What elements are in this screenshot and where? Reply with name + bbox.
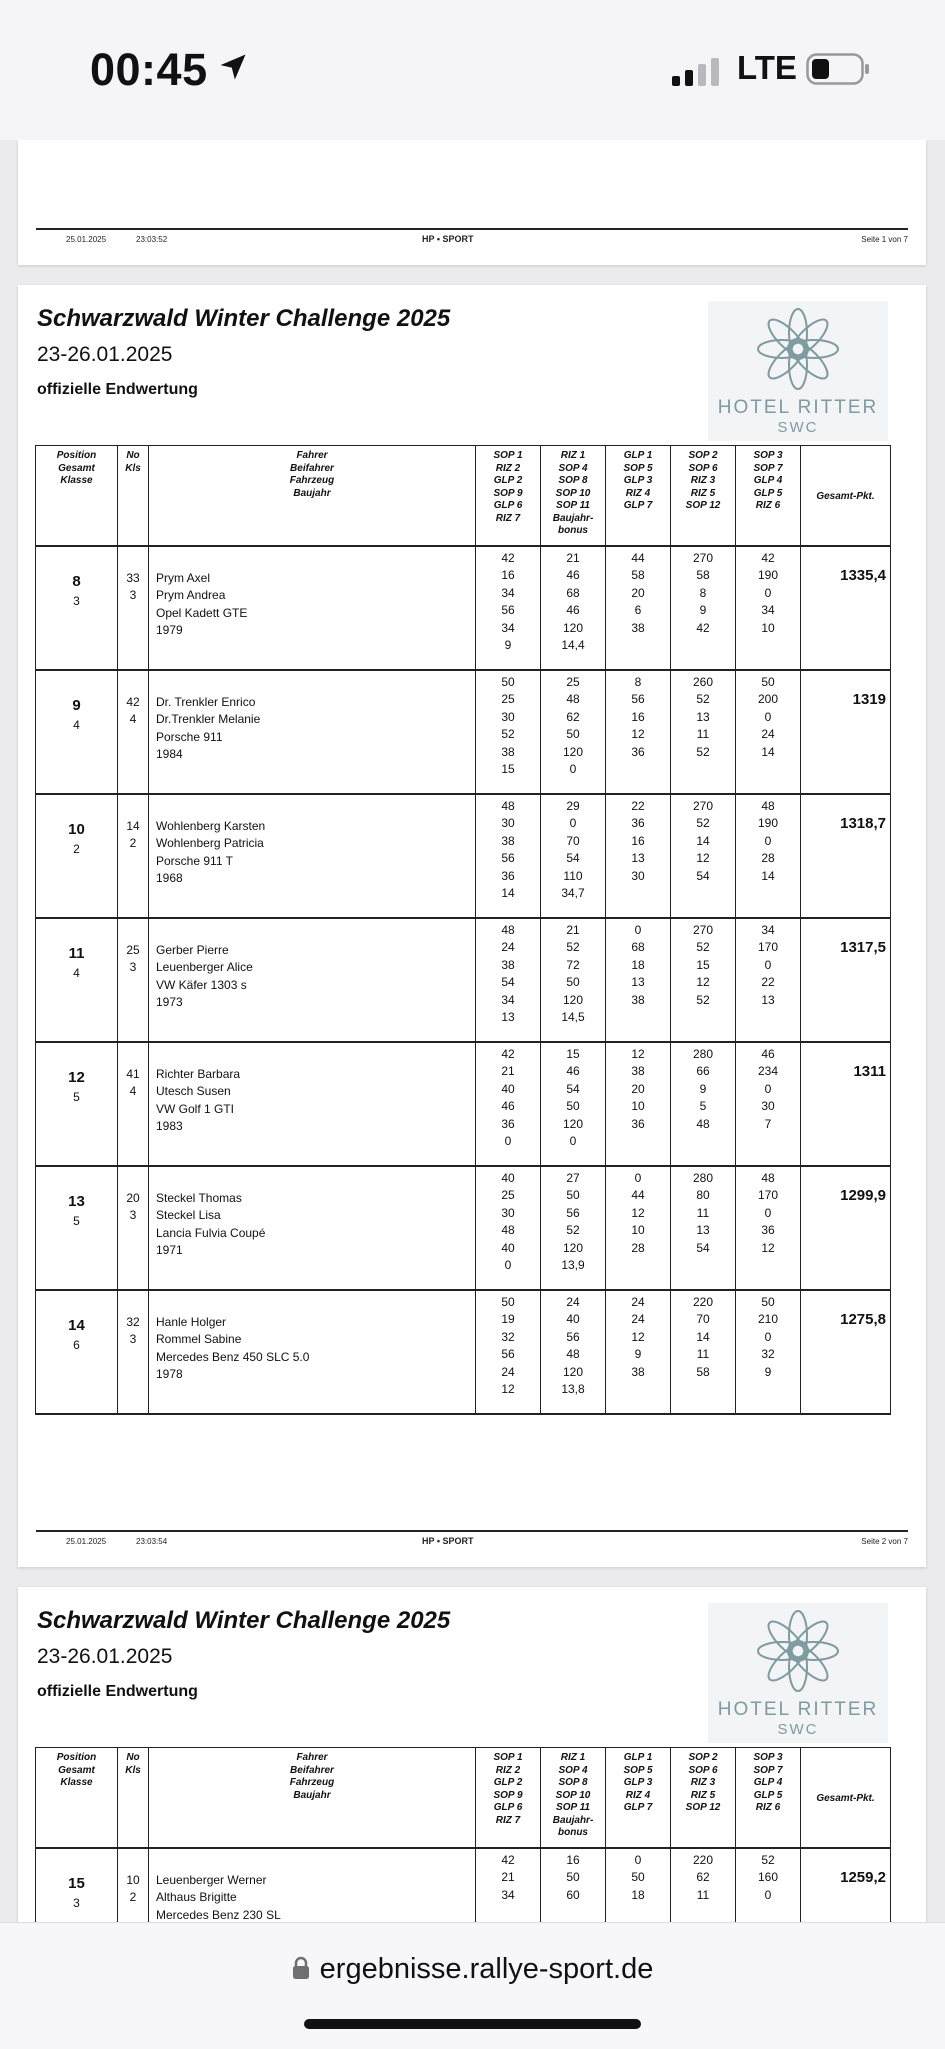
header-stage-group-4: SOP 2 SOP 6 RIZ 3 RIZ 5 SOP 12 bbox=[671, 446, 736, 546]
network-type-label: LTE bbox=[737, 49, 797, 86]
page-subtitle: offizielle Endwertung bbox=[37, 1683, 198, 1700]
points-cell: 46 234 0 30 7 bbox=[736, 1042, 801, 1166]
start-number: 32 bbox=[126, 1314, 140, 1329]
points-cell: 21 52 72 50 120 14,5 bbox=[541, 918, 606, 1042]
document-viewer[interactable] bbox=[0, 140, 945, 1922]
points-cell: 220 62 11 bbox=[671, 1848, 736, 1923]
number-cell bbox=[118, 1042, 149, 1166]
position-cell bbox=[36, 1166, 118, 1290]
points-cell: 220 70 14 11 58 bbox=[671, 1290, 736, 1414]
battery-icon bbox=[806, 53, 870, 85]
points-cell: 270 58 8 9 42 bbox=[671, 546, 736, 670]
class-position: 4 bbox=[73, 965, 80, 980]
total-points: 1319 bbox=[801, 670, 891, 794]
browser-bottom-bar bbox=[0, 1922, 945, 2049]
total-points: 1318,7 bbox=[801, 794, 891, 918]
overall-position: 8 bbox=[72, 572, 81, 590]
class-position: 2 bbox=[73, 841, 80, 856]
position-cell bbox=[36, 794, 118, 918]
flower-ornament-icon bbox=[708, 1603, 888, 1699]
header-total-points: Gesamt-Pkt. bbox=[801, 1748, 891, 1848]
class-position: 6 bbox=[73, 1337, 80, 1352]
footer-page-number: Seite 1 von 7 bbox=[861, 235, 908, 244]
number-cell bbox=[118, 670, 149, 794]
class-number: 3 bbox=[129, 1207, 137, 1222]
page-subtitle: offizielle Endwertung bbox=[37, 381, 198, 398]
header-stage-group-4: SOP 2 SOP 6 RIZ 3 RIZ 5 SOP 12 bbox=[671, 1748, 736, 1848]
position-cell bbox=[36, 1290, 118, 1414]
points-cell: 42 21 40 46 36 0 bbox=[476, 1042, 541, 1166]
overall-position: 13 bbox=[68, 1192, 85, 1210]
table-row bbox=[36, 546, 891, 670]
logo-sub: SWC bbox=[777, 1721, 819, 1738]
class-position: 5 bbox=[73, 1213, 80, 1228]
overall-position: 15 bbox=[68, 1874, 85, 1892]
class-position: 3 bbox=[73, 1895, 80, 1910]
points-cell: 8 56 16 12 36 bbox=[606, 670, 671, 794]
table-header-row bbox=[36, 446, 891, 546]
total-points: 1275,8 bbox=[801, 1290, 891, 1414]
table-row bbox=[36, 1042, 891, 1166]
results-table bbox=[35, 1747, 891, 1922]
hotel-ritter-logo bbox=[708, 301, 888, 441]
event-dates: 23-26.01.2025 bbox=[37, 343, 173, 366]
position-cell bbox=[36, 546, 118, 670]
points-cell: 270 52 15 12 52 bbox=[671, 918, 736, 1042]
start-number: 10 bbox=[126, 1872, 140, 1887]
header-number: No Kls bbox=[118, 1748, 149, 1848]
table-row bbox=[36, 670, 891, 794]
points-cell: 27 50 56 52 120 13,9 bbox=[541, 1166, 606, 1290]
total-points: 1311 bbox=[801, 1042, 891, 1166]
header-stage-group-1: SOP 1 RIZ 2 GLP 2 SOP 9 GLP 6 RIZ 7 bbox=[476, 1748, 541, 1848]
total-points: 1299,9 bbox=[801, 1166, 891, 1290]
page-title: Schwarzwald Winter Challenge 2025 bbox=[37, 305, 451, 332]
start-number: 25 bbox=[126, 942, 140, 957]
number-cell bbox=[118, 918, 149, 1042]
footer-date: 25.01.2025 bbox=[66, 235, 107, 244]
total-points: 1335,4 bbox=[801, 546, 891, 670]
overall-position: 12 bbox=[68, 1068, 85, 1086]
page-footer bbox=[36, 228, 908, 248]
points-cell: 34 170 0 22 13 bbox=[736, 918, 801, 1042]
logo-sub: SWC bbox=[777, 419, 819, 436]
header-driver: Fahrer Beifahrer Fahrzeug Baujahr bbox=[149, 446, 476, 546]
table-header-row bbox=[36, 1748, 891, 1848]
class-number: 4 bbox=[129, 1083, 137, 1098]
header-driver: Fahrer Beifahrer Fahrzeug Baujahr bbox=[149, 1748, 476, 1848]
location-arrow-icon bbox=[218, 52, 248, 82]
points-cell: 280 80 11 13 54 bbox=[671, 1166, 736, 1290]
number-cell bbox=[118, 1290, 149, 1414]
page-title: Schwarzwald Winter Challenge 2025 bbox=[37, 1607, 451, 1634]
points-cell: 42 190 0 34 10 bbox=[736, 546, 801, 670]
url-text: ergebnisse.rallye-sport.de bbox=[319, 1953, 654, 1985]
number-cell bbox=[118, 794, 149, 918]
class-number: 3 bbox=[129, 1331, 137, 1346]
total-points: 1259,2 bbox=[801, 1848, 891, 1923]
points-cell: 48 30 38 56 36 14 bbox=[476, 794, 541, 918]
status-time: 00:45 bbox=[90, 44, 208, 95]
driver-cell: Steckel Thomas Steckel Lisa Lancia Fulvia Coupé 1971 bbox=[149, 1166, 476, 1290]
points-cell: 42 21 34 bbox=[476, 1848, 541, 1923]
class-number: 3 bbox=[129, 959, 137, 974]
pdf-page-3 bbox=[18, 1587, 926, 1922]
header-position: Position Gesamt Klasse bbox=[36, 446, 118, 546]
header-total-points: Gesamt-Pkt. bbox=[801, 446, 891, 546]
driver-cell: Gerber Pierre Leuenberger Alice VW Käfer 1303 s 1973 bbox=[149, 918, 476, 1042]
position-cell bbox=[36, 1848, 118, 1923]
start-number: 42 bbox=[126, 694, 140, 709]
points-cell: 52 160 0 bbox=[736, 1848, 801, 1923]
points-cell: 0 44 12 10 28 bbox=[606, 1166, 671, 1290]
header-stage-group-3: GLP 1 SOP 5 GLP 3 RIZ 4 GLP 7 bbox=[606, 1748, 671, 1848]
driver-cell: Leuenberger Werner Althaus Brigitte Mercedes Benz 230 SL bbox=[149, 1848, 476, 1923]
driver-cell: Hanle Holger Rommel Sabine Mercedes Benz 450 SLC 5.0 1978 bbox=[149, 1290, 476, 1414]
table-row bbox=[36, 918, 891, 1042]
address-bar[interactable] bbox=[0, 1953, 945, 1986]
cellular-signal-icon bbox=[672, 58, 722, 86]
header-position: Position Gesamt Klasse bbox=[36, 1748, 118, 1848]
start-number: 41 bbox=[126, 1066, 140, 1081]
footer-time: 23:03:54 bbox=[136, 1537, 168, 1546]
class-number: 4 bbox=[129, 711, 137, 726]
footer-page-number: Seite 2 von 7 bbox=[861, 1537, 908, 1546]
position-cell bbox=[36, 1042, 118, 1166]
overall-position: 14 bbox=[68, 1316, 85, 1334]
points-cell: 25 48 62 50 120 0 bbox=[541, 670, 606, 794]
points-cell: 22 36 16 13 30 bbox=[606, 794, 671, 918]
points-cell: 0 68 18 13 38 bbox=[606, 918, 671, 1042]
logo-name: HOTEL RITTER bbox=[717, 1699, 879, 1720]
points-cell: 50 200 0 24 14 bbox=[736, 670, 801, 794]
class-position: 4 bbox=[73, 717, 80, 732]
points-cell: 0 50 18 bbox=[606, 1848, 671, 1923]
class-position: 5 bbox=[73, 1089, 80, 1104]
position-cell bbox=[36, 918, 118, 1042]
overall-position: 10 bbox=[68, 820, 85, 838]
points-cell: 270 52 14 12 54 bbox=[671, 794, 736, 918]
logo-name: HOTEL RITTER bbox=[717, 397, 879, 418]
class-position: 3 bbox=[73, 593, 80, 608]
footer-brand: HP • SPORT bbox=[422, 1536, 474, 1546]
number-cell bbox=[118, 1166, 149, 1290]
points-cell: 24 40 56 48 120 13,8 bbox=[541, 1290, 606, 1414]
total-points: 1317,5 bbox=[801, 918, 891, 1042]
points-cell: 44 58 20 6 38 bbox=[606, 546, 671, 670]
home-indicator bbox=[304, 2019, 641, 2029]
table-row bbox=[36, 1848, 891, 1923]
footer-time: 23:03:52 bbox=[136, 235, 168, 244]
status-bar bbox=[0, 0, 945, 140]
points-cell: 50 19 32 56 24 12 bbox=[476, 1290, 541, 1414]
points-cell: 29 0 70 54 110 34,7 bbox=[541, 794, 606, 918]
driver-cell: Prym Axel Prym Andrea Opel Kadett GTE 1979 bbox=[149, 546, 476, 670]
hotel-ritter-logo bbox=[708, 1603, 888, 1743]
points-cell: 48 190 0 28 14 bbox=[736, 794, 801, 918]
header-stage-group-5: SOP 3 SOP 7 GLP 4 GLP 5 RIZ 6 bbox=[736, 446, 801, 546]
footer-date: 25.01.2025 bbox=[66, 1537, 107, 1546]
page-footer bbox=[36, 1530, 908, 1550]
header-stage-group-5: SOP 3 SOP 7 GLP 4 GLP 5 RIZ 6 bbox=[736, 1748, 801, 1848]
points-cell: 16 50 60 bbox=[541, 1848, 606, 1923]
header-stage-group-2: RIZ 1 SOP 4 SOP 8 SOP 10 SOP 11 Baujahr- bonus bbox=[541, 446, 606, 546]
start-number: 33 bbox=[126, 570, 140, 585]
points-cell: 42 16 34 56 34 9 bbox=[476, 546, 541, 670]
points-cell: 260 52 13 11 52 bbox=[671, 670, 736, 794]
header-number: No Kls bbox=[118, 446, 149, 546]
class-number: 3 bbox=[129, 587, 137, 602]
table-row bbox=[36, 1166, 891, 1290]
number-cell bbox=[118, 1848, 149, 1923]
table-row bbox=[36, 794, 891, 918]
header-stage-group-3: GLP 1 SOP 5 GLP 3 RIZ 4 GLP 7 bbox=[606, 446, 671, 546]
pdf-page-1 bbox=[18, 140, 926, 265]
points-cell: 48 170 0 36 12 bbox=[736, 1166, 801, 1290]
results-table bbox=[35, 445, 891, 1415]
driver-cell: Wohlenberg Karsten Wohlenberg Patricia Porsche 911 T 1968 bbox=[149, 794, 476, 918]
table-row bbox=[36, 1290, 891, 1414]
start-number: 20 bbox=[126, 1190, 140, 1205]
points-cell: 40 25 30 48 40 0 bbox=[476, 1166, 541, 1290]
flower-ornament-icon bbox=[708, 301, 888, 397]
points-cell: 12 38 20 10 36 bbox=[606, 1042, 671, 1166]
header-stage-group-1: SOP 1 RIZ 2 GLP 2 SOP 9 GLP 6 RIZ 7 bbox=[476, 446, 541, 546]
class-number: 2 bbox=[129, 835, 137, 850]
points-cell: 21 46 68 46 120 14,4 bbox=[541, 546, 606, 670]
points-cell: 50 210 0 32 9 bbox=[736, 1290, 801, 1414]
driver-cell: Richter Barbara Utesch Susen VW Golf 1 GTI 1983 bbox=[149, 1042, 476, 1166]
points-cell: 15 46 54 50 120 0 bbox=[541, 1042, 606, 1166]
number-cell bbox=[118, 546, 149, 670]
overall-position: 11 bbox=[68, 944, 85, 962]
header-stage-group-2: RIZ 1 SOP 4 SOP 8 SOP 10 SOP 11 Baujahr- bonus bbox=[541, 1748, 606, 1848]
points-cell: 280 66 9 5 48 bbox=[671, 1042, 736, 1166]
start-number: 14 bbox=[126, 818, 140, 833]
position-cell bbox=[36, 670, 118, 794]
pdf-page-2 bbox=[18, 285, 926, 1567]
class-number: 2 bbox=[129, 1889, 137, 1904]
overall-position: 9 bbox=[72, 696, 81, 714]
points-cell: 48 24 38 54 34 13 bbox=[476, 918, 541, 1042]
driver-cell: Dr. Trenkler Enrico Dr.Trenkler Melanie Porsche 911 1984 bbox=[149, 670, 476, 794]
event-dates: 23-26.01.2025 bbox=[37, 1645, 173, 1668]
lock-icon bbox=[292, 1956, 310, 1980]
points-cell: 24 24 12 9 38 bbox=[606, 1290, 671, 1414]
points-cell: 50 25 30 52 38 15 bbox=[476, 670, 541, 794]
footer-brand: HP • SPORT bbox=[422, 234, 474, 244]
